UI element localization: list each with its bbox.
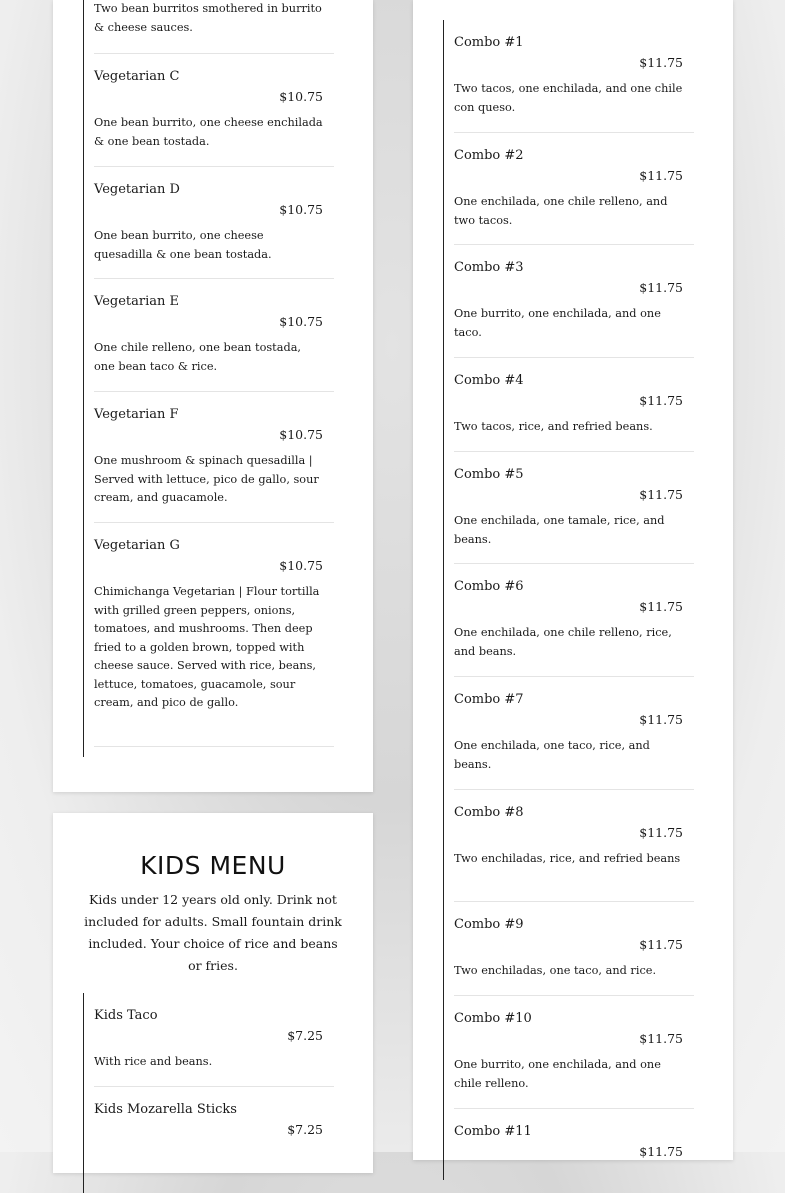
item-price: $11.75 [639,1144,683,1159]
item-price: $10.75 [279,89,323,104]
item-description: One burrito, one enchilada, and one taco. [454,307,661,339]
item-divider [94,746,334,747]
item-description: One enchilada, one taco, rice, and beans. [454,739,650,771]
item-price: $11.75 [639,55,683,70]
item-name: Combo #11 [454,1124,532,1139]
item-price: $10.75 [279,558,323,573]
item-name: Combo #3 [454,260,524,275]
item-description: Two enchiladas, rice, and refried beans [454,852,681,865]
item-name: Combo #8 [454,805,524,820]
item-divider [94,166,334,167]
item-price: $11.75 [639,168,683,183]
item-name: Combo #1 [454,35,524,50]
kids-menu-card [53,813,373,1173]
item-price: $11.75 [639,937,683,952]
item-price: $11.75 [639,393,683,408]
item-description: One enchilada, one chile relleno, and two tacos. [454,195,668,227]
item-description: Chimichanga Vegetarian | Flour tortilla with grilled green peppers, onions, tomatoes, and mushrooms. Then deep fried to a golden brown, topped with cheese sauce. Served with rice, beans, lettuce, tomatoes, guacamole, sour cream, and pico de gallo. [94,585,320,709]
item-divider [94,53,334,54]
item-divider [94,522,334,523]
item-divider [454,357,694,358]
item-description: One burrito, one enchilada, and one chile relleno. [454,1058,661,1090]
item-divider [454,451,694,452]
item-name: Vegetarian F [94,407,179,422]
item-price: $11.75 [639,487,683,502]
item-divider [454,563,694,564]
item-name: Kids Taco [94,1008,158,1023]
item-name: Vegetarian C [94,69,180,84]
vegetarian-menu-card [53,0,373,792]
item-description: Two tacos, one enchilada, and one chile con queso. [454,82,683,114]
item-name: Combo #4 [454,373,524,388]
section-description: Kids under 12 years old only. Drink not included for adults. Small fountain drink included. Your choice of rice and beans or fries. [84,892,342,973]
item-name: Combo #10 [454,1011,532,1026]
item-price: $11.75 [639,712,683,727]
combo-menu-card [413,0,733,1160]
item-name: Vegetarian E [94,294,179,309]
item-price: $10.75 [279,314,323,329]
item-divider [94,278,334,279]
item-name: Combo #5 [454,467,524,482]
item-description: One mushroom & spinach quesadilla | Served with lettuce, pico de gallo, sour cream, and guacamole. [94,454,319,504]
item-name: Kids Mozarella Sticks [94,1102,237,1117]
item-description: One bean burrito, one cheese enchilada & one bean tostada. [94,116,323,148]
item-description: One bean burrito, one cheese quesadilla & one bean tostada. [94,229,272,261]
item-price: $7.25 [287,1028,323,1043]
item-description: With rice and beans. [94,1055,213,1068]
item-divider [454,132,694,133]
item-description: Two enchiladas, one taco, and rice. [454,964,657,977]
item-divider [454,995,694,996]
item-divider [94,1086,334,1087]
item-price: $11.75 [639,599,683,614]
item-divider [454,1108,694,1109]
item-price: $11.75 [639,1031,683,1046]
item-price: $11.75 [639,825,683,840]
item-divider [454,676,694,677]
item-description: One enchilada, one chile relleno, rice, and beans. [454,626,672,658]
kids-item-list [83,993,334,1193]
item-description: Two bean burritos smothered in burrito & cheese sauces. [94,2,322,34]
item-name: Vegetarian D [94,182,180,197]
section-title: KIDS MENU [140,851,286,880]
item-price: $7.25 [287,1122,323,1137]
vegetarian-item-list [83,0,334,757]
item-name: Combo #6 [454,579,524,594]
item-divider [454,244,694,245]
combo-item-list [443,20,694,1180]
item-divider [454,901,694,902]
item-divider [94,391,334,392]
item-name: Vegetarian G [94,538,180,553]
item-name: Combo #7 [454,692,524,707]
item-description: Two tacos, rice, and refried beans. [454,420,653,433]
item-description: One enchilada, one tamale, rice, and beans. [454,514,665,546]
item-name: Combo #2 [454,148,524,163]
item-price: $10.75 [279,202,323,217]
item-name: Combo #9 [454,917,524,932]
item-divider [454,789,694,790]
item-description: One chile relleno, one bean tostada, one bean taco & rice. [94,341,302,373]
item-price: $10.75 [279,427,323,442]
item-price: $11.75 [639,280,683,295]
